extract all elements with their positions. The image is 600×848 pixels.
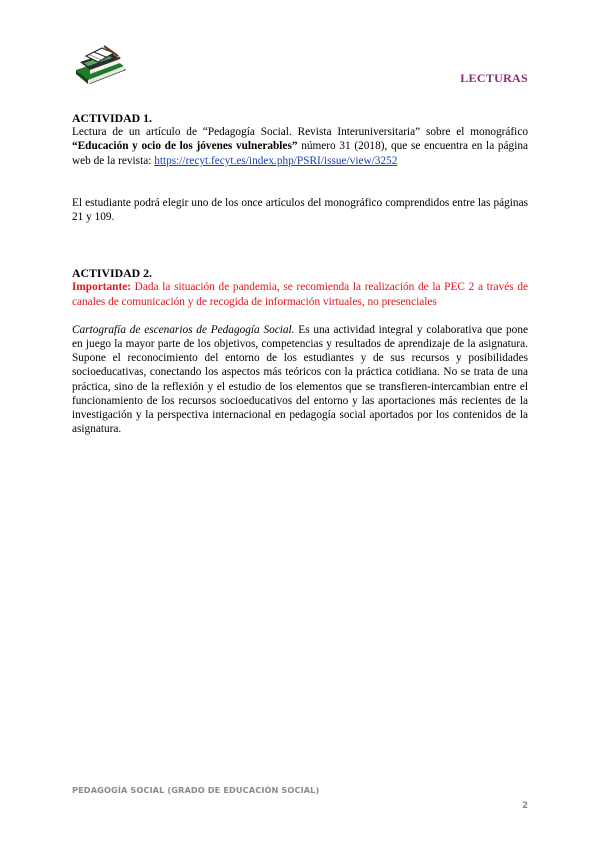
monograph-title: “Educación y ocio de los jóvenes vulnerables” [72,140,298,153]
activity2-title: ACTIVIDAD 2. [72,266,152,281]
footer-course-label: PEDAGOGÍA SOCIAL (GRADO DE EDUCACIÓN SOCIAL) [72,785,320,795]
activity1-intro: Lectura de un artículo de “Pedagogía Social. Revista Interuniversitaria” sobre el monográfico [72,126,528,139]
books-stack-icon [74,44,128,88]
activity1-title: ACTIVIDAD 1. [72,111,152,125]
activity1-description [72,125,528,168]
activity2-description [72,323,528,437]
cartography-title: Cartografía de escenarios de Pedagogía Social. [72,323,295,336]
journal-link[interactable]: https://recyt.fecyt.es/index.php/PSRI/issue/view/3252 [154,154,398,167]
important-notice [72,280,528,308]
section-label: LECTURAS [460,71,528,85]
cartography-text: Es una actividad integral y colaborativa que pone en juego la mayor parte de los objetivos, competencias y resultados de aprendizaje de la asignatura. Supone el reconocimiento del entorno de los estudiantes y de sus recursos y posibilidades socioeducativas, conectando los aspectos más teóricos con la práctica cotidiana. No se trata de una práctica, sino de la reflexión y el estudio de los elementos que se transfieren-intercambian entre el funcionamiento de los recursos socioeducativos del entorno y las aportaciones más recientes de la investigación y la perspectiva internacional en pedagogía social aportados por los contenidos de la asignatura. [72,323,528,436]
important-label: Importante: [72,281,131,294]
document-body [72,111,528,436]
page-number: 2 [522,801,528,811]
activity1-after-title: número 31 (2018), que se encuentra en la página web de la revista: [72,140,529,167]
activity1-note: El estudiante podrá elegir uno de los once artículos del monográfico comprendidos entre las páginas 21 y 109. [72,196,528,224]
important-text: Dada la situación de pandemia, se recomienda la realización de la PEC 2 a través de canales de comunicación y de recogida de información virtuales, no presenciales [72,281,528,308]
